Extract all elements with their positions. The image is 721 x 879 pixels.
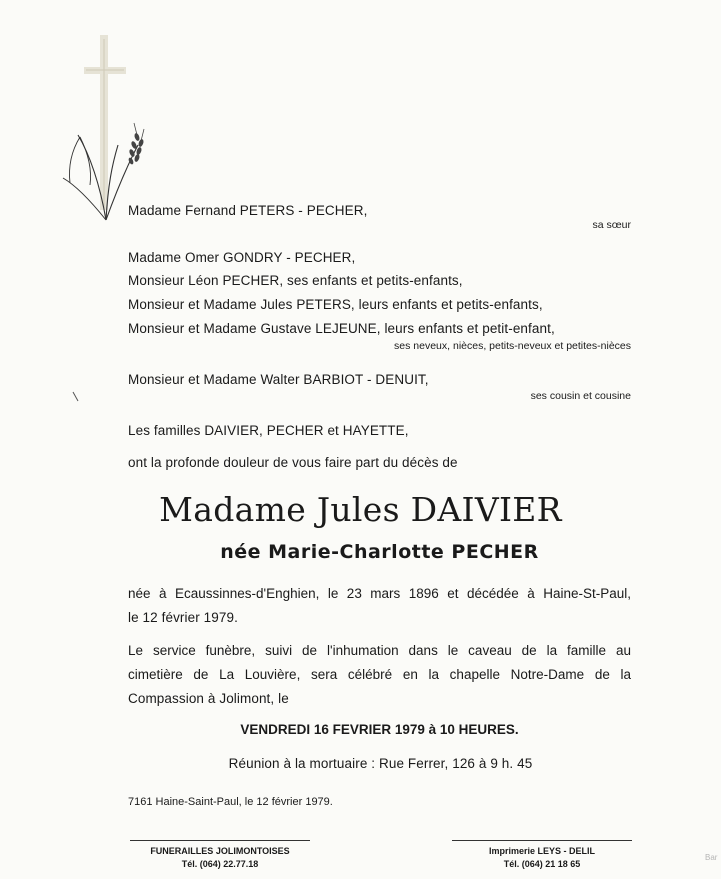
funeral-home-name: FUNERAILLES JOLIMONTOISES: [150, 846, 290, 856]
service-date-time: VENDREDI 16 FEVRIER 1979 à 10 HEURES.: [240, 722, 519, 737]
place-date: 7161 Haine-Saint-Paul, le 12 février 1979.: [128, 796, 333, 808]
service-line-1: Le service funèbre, suivi de l'inhumation dans le caveau de la famille au: [128, 643, 631, 658]
announcement-line: ont la profonde douleur de vous faire part du décès de: [128, 455, 458, 470]
relative-line-3: Monsieur Léon PECHER, ses enfants et petits-enfants,: [128, 273, 463, 288]
relative-line-1: Madame Fernand PETERS - PECHER,: [128, 203, 368, 218]
footer-rule-left: [130, 840, 310, 841]
relative-line-5: Monsieur et Madame Gustave LEJEUNE, leurs enfants et petit-enfant,: [128, 321, 555, 336]
relative-line-6: Monsieur et Madame Walter BARBIOT - DENUIT,: [128, 372, 429, 387]
service-line-3: Compassion à Jolimont, le: [128, 691, 289, 706]
corner-watermark: Bar: [705, 853, 718, 862]
printer-block: [447, 846, 637, 869]
deceased-maiden-name: née Marie-Charlotte PECHER: [220, 541, 539, 563]
footer-rule-right: [452, 840, 632, 841]
relative-line-7: Les familles DAIVIER, PECHER et HAYETTE,: [128, 423, 409, 438]
relative-line-2: Madame Omer GONDRY - PECHER,: [128, 250, 356, 265]
deceased-name: Madame Jules DAIVIER: [159, 490, 562, 529]
funeral-home-phone: Tél. (064) 22.77.18: [181, 859, 259, 869]
birth-death-line-2: le 12 février 1979.: [128, 610, 238, 625]
service-line-2: cimetière de La Louvière, sera célébré en la chapelle Notre-Dame de la: [128, 667, 631, 682]
birth-death-line-1: née à Ecaussinnes-d'Enghien, le 23 mars 1896 et décédée à Haine-St-Paul,: [128, 586, 631, 601]
relation-nephews: ses neveux, nièces, petits-neveux et petites-nièces: [394, 340, 631, 352]
reunion-line: Réunion à la mortuaire : Rue Ferrer, 126 à 9 h. 45: [228, 756, 533, 771]
stray-mark: [72, 391, 80, 403]
relation-cousins: ses cousin et cousine: [530, 390, 631, 402]
relative-line-4: Monsieur et Madame Jules PETERS, leurs enfants et petits-enfants,: [128, 297, 543, 312]
printer-name: Imprimerie LEYS - DELIL: [488, 846, 596, 856]
funeral-home-block: [125, 846, 315, 869]
relation-sister: sa sœur: [592, 219, 631, 231]
printer-phone: Tél. (064) 21 18 65: [503, 859, 581, 869]
